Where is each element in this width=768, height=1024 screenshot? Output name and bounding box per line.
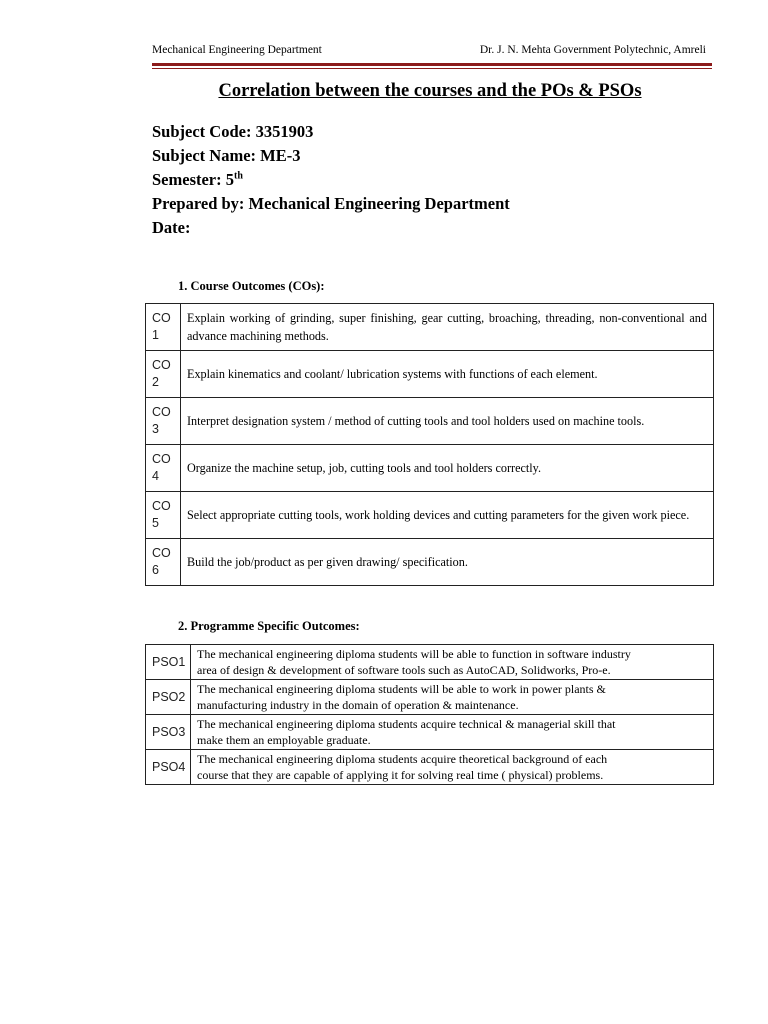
table-row [146,715,714,750]
pso-description: The mechanical engineering diploma students will be able to function in software industry area of design & development of software tools such as AutoCAD, Solidworks, Pro-e. [191,645,714,680]
co-description: Interpret designation system / method of cutting tools and tool holders used on machine tools. [181,398,714,445]
pso-description: The mechanical engineering diploma students acquire theoretical background of each course that they are capable of applying it for solving real time ( physical) problems. [191,750,714,785]
header-department: Mechanical Engineering Department [152,44,322,56]
pso-description: The mechanical engineering diploma students acquire technical & managerial skill that make them an employable graduate. [191,715,714,750]
table-row [146,645,714,680]
document-title: Correlation between the courses and the POs & PSOs [218,81,642,101]
subject-name: Subject Name: ME-3 [152,146,301,165]
table-row [146,539,714,586]
co-description: Build the job/product as per given drawing/ specification. [181,539,714,586]
header-rule-thick [152,63,712,66]
pso-description: The mechanical engineering diploma students will be able to work in power plants & manufacturing industry in the domain of operation & maintenance. [191,680,714,715]
page-header [152,44,712,60]
pso-id: PSO2 [146,680,191,715]
pso-table [145,644,714,785]
co-id: CO 2 [146,351,181,398]
course-outcomes-heading: 1. Course Outcomes (COs): [178,279,325,293]
pso-id: PSO4 [146,750,191,785]
table-row [146,304,714,351]
table-row [146,680,714,715]
co-id: CO 6 [146,539,181,586]
pso-id: PSO1 [146,645,191,680]
prepared-by: Prepared by: Mechanical Engineering Department [152,194,510,213]
semester-suffix: th [234,170,243,182]
subject-code: Subject Code: 3351903 [152,122,314,141]
pso-id: PSO3 [146,715,191,750]
pso-heading: 2. Programme Specific Outcomes: [178,619,360,633]
semester-label: Semester: 5 [152,170,235,189]
co-id: CO 5 [146,492,181,539]
header-institute: Dr. J. N. Mehta Government Polytechnic, Amreli [479,44,706,56]
header-rule-thin [152,68,712,69]
table-row [146,750,714,785]
table-row [146,492,714,539]
subject-info [152,120,510,240]
co-description: Organize the machine setup, job, cutting tools and tool holders correctly. [181,445,714,492]
course-outcomes-table [145,303,714,586]
co-id: CO 1 [146,304,181,351]
co-id: CO 3 [146,398,181,445]
co-description: Select appropriate cutting tools, work holding devices and cutting parameters for the given work piece. [181,492,714,539]
date: Date: [152,218,191,237]
table-row [146,398,714,445]
co-description: Explain working of grinding, super finishing, gear cutting, broaching, threading, non-conventional and advance machining methods. [181,304,714,351]
table-row [146,445,714,492]
co-description: Explain kinematics and coolant/ lubrication systems with functions of each element. [181,351,714,398]
semester [152,168,510,192]
co-id: CO 4 [146,445,181,492]
table-row [146,351,714,398]
